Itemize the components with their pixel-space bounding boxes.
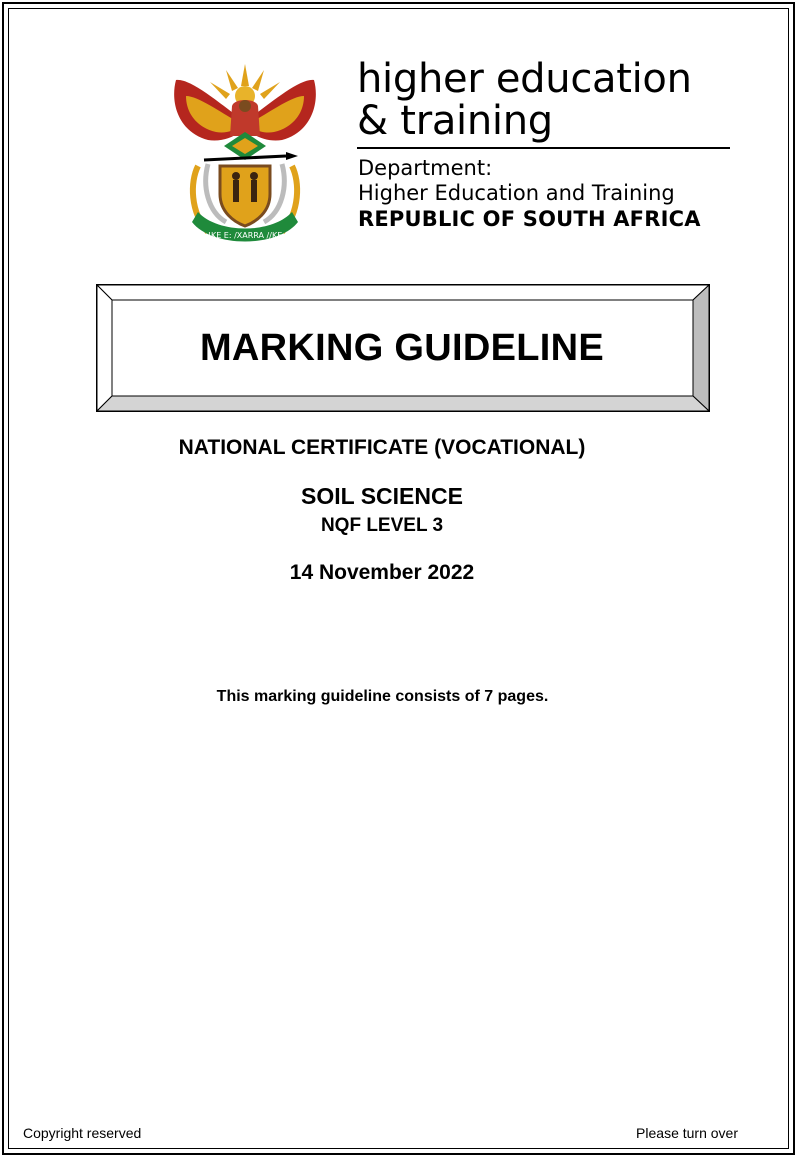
title-box [96, 284, 710, 412]
certificate-name: NATIONAL CERTIFICATE (VOCATIONAL) [178, 436, 586, 459]
brand-divider [357, 147, 730, 149]
brand-line-1: higher education [357, 56, 692, 102]
nqf-level: NQF LEVEL 3 [320, 515, 444, 536]
brand-wordmark [357, 58, 737, 142]
coat-of-arms-icon [168, 62, 322, 248]
department-block [358, 156, 758, 232]
department-label: Department: [358, 156, 493, 180]
department-name: Higher Education and Training [358, 181, 675, 205]
footer-turn-over: Please turn over [636, 1125, 738, 1141]
page-count-note: This marking guideline consists of 7 pages. [216, 688, 549, 705]
coat-of-arms-motto: !KE E: /XARRA //KE [207, 231, 283, 240]
subject-name: SOIL SCIENCE [301, 483, 463, 509]
footer-copyright: Copyright reserved [23, 1125, 142, 1141]
country-name: REPUBLIC OF SOUTH AFRICA [358, 207, 701, 231]
document-title: MARKING GUIDELINE [199, 326, 605, 369]
brand-line-2: & training [357, 98, 553, 144]
exam-date: 14 November 2022 [289, 561, 475, 584]
